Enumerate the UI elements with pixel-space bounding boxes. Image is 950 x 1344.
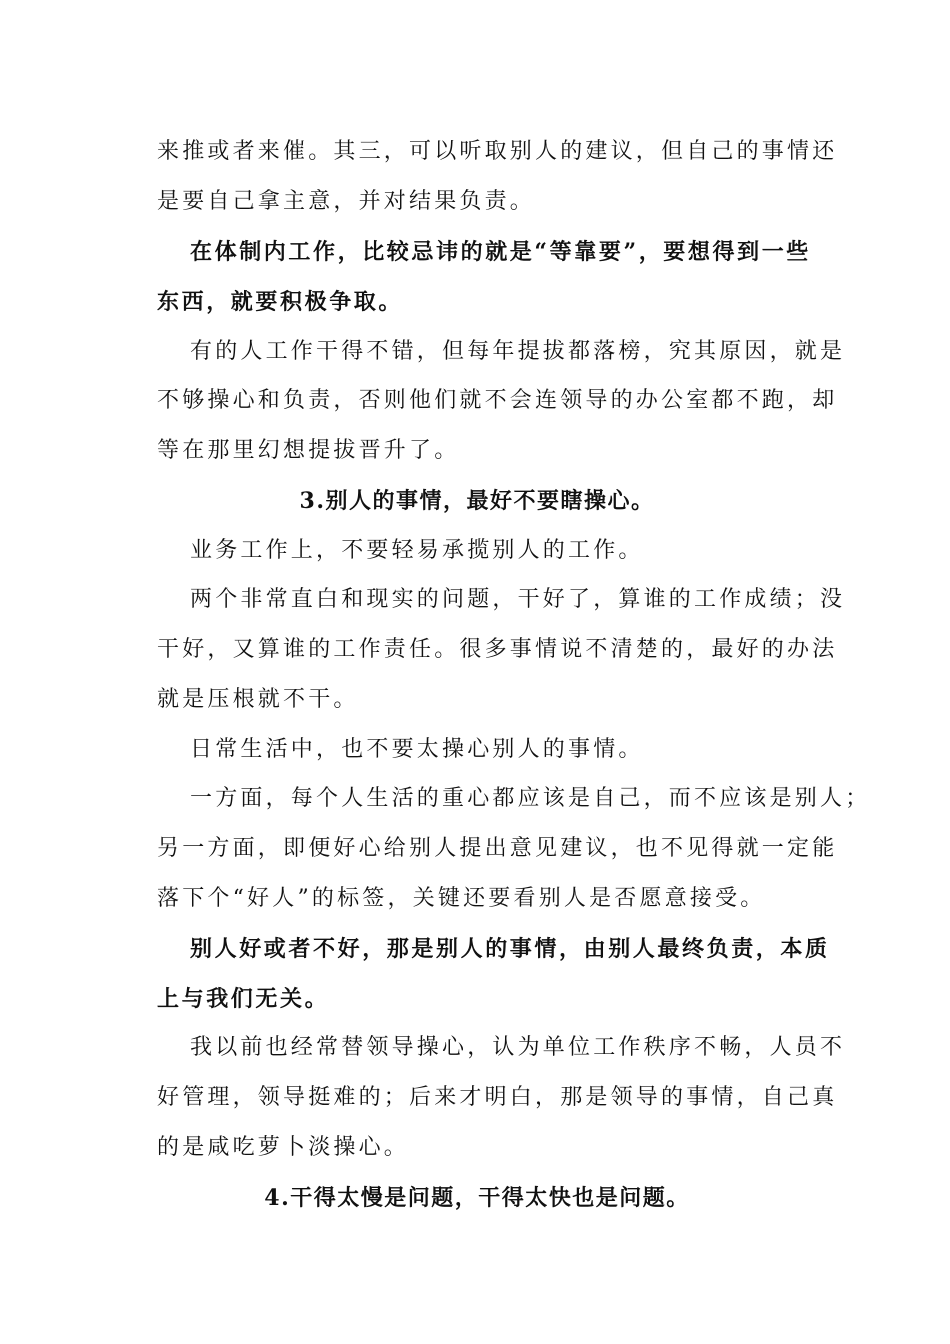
section-heading: 3.别人的事情，最好不要瞎操心。 (299, 488, 655, 514)
bold-paragraph-line: 别人好或者不好，那是别人的事情，由别人最终负责，本质 (190, 936, 830, 962)
bold-paragraph-line: 东西，就要积极争取。 (157, 289, 404, 315)
paragraph-line: 业务工作上，不要轻易承揽别人的工作。 (190, 538, 644, 563)
paragraph-line: 不够操心和负责，否则他们就不会连领导的办公室都不跑，却 (157, 388, 838, 413)
paragraph-line: 好管理，领导挺难的；后来才明白，那是领导的事情，自己真 (157, 1085, 838, 1110)
paragraph-line: 落下个“好人”的标签，关键还要看别人是否愿意接受。 (157, 886, 766, 911)
paragraph-line: 等在那里幻想提拔晋升了。 (157, 438, 460, 463)
paragraph-line: 有的人工作干得不错，但每年提拔都落榜，究其原因，就是 (190, 339, 846, 364)
bold-paragraph-line: 在体制内工作，比较忌讳的就是“等靠要”，要想得到一些 (190, 239, 811, 265)
paragraph-line: 日常生活中，也不要太操心别人的事情。 (190, 737, 644, 762)
paragraph-line: 我以前也经常替领导操心，认为单位工作秩序不畅，人员不 (190, 1035, 846, 1060)
paragraph-line: 就是压根就不干。 (157, 687, 359, 712)
paragraph-line: 来推或者来催。其三，可以听取别人的建议，但自己的事情还 (157, 139, 838, 164)
bold-paragraph-line: 上与我们无关。 (157, 986, 330, 1012)
section-heading: 4.干得太慢是问题，干得太快也是问题。 (264, 1185, 690, 1211)
paragraph-line: 干好，又算谁的工作责任。很多事情说不清楚的，最好的办法 (157, 637, 838, 662)
paragraph-line: 一方面，每个人生活的重心都应该是自己，而不应该是别人； (190, 786, 871, 811)
paragraph-line: 另一方面，即便好心给别人提出意见建议，也不见得就一定能 (157, 836, 838, 861)
paragraph-line: 是要自己拿主意，并对结果负责。 (157, 189, 536, 214)
paragraph-line: 两个非常直白和现实的问题，干好了，算谁的工作成绩；没 (190, 587, 846, 612)
paragraph-line: 的是咸吃萝卜淡操心。 (157, 1135, 410, 1160)
